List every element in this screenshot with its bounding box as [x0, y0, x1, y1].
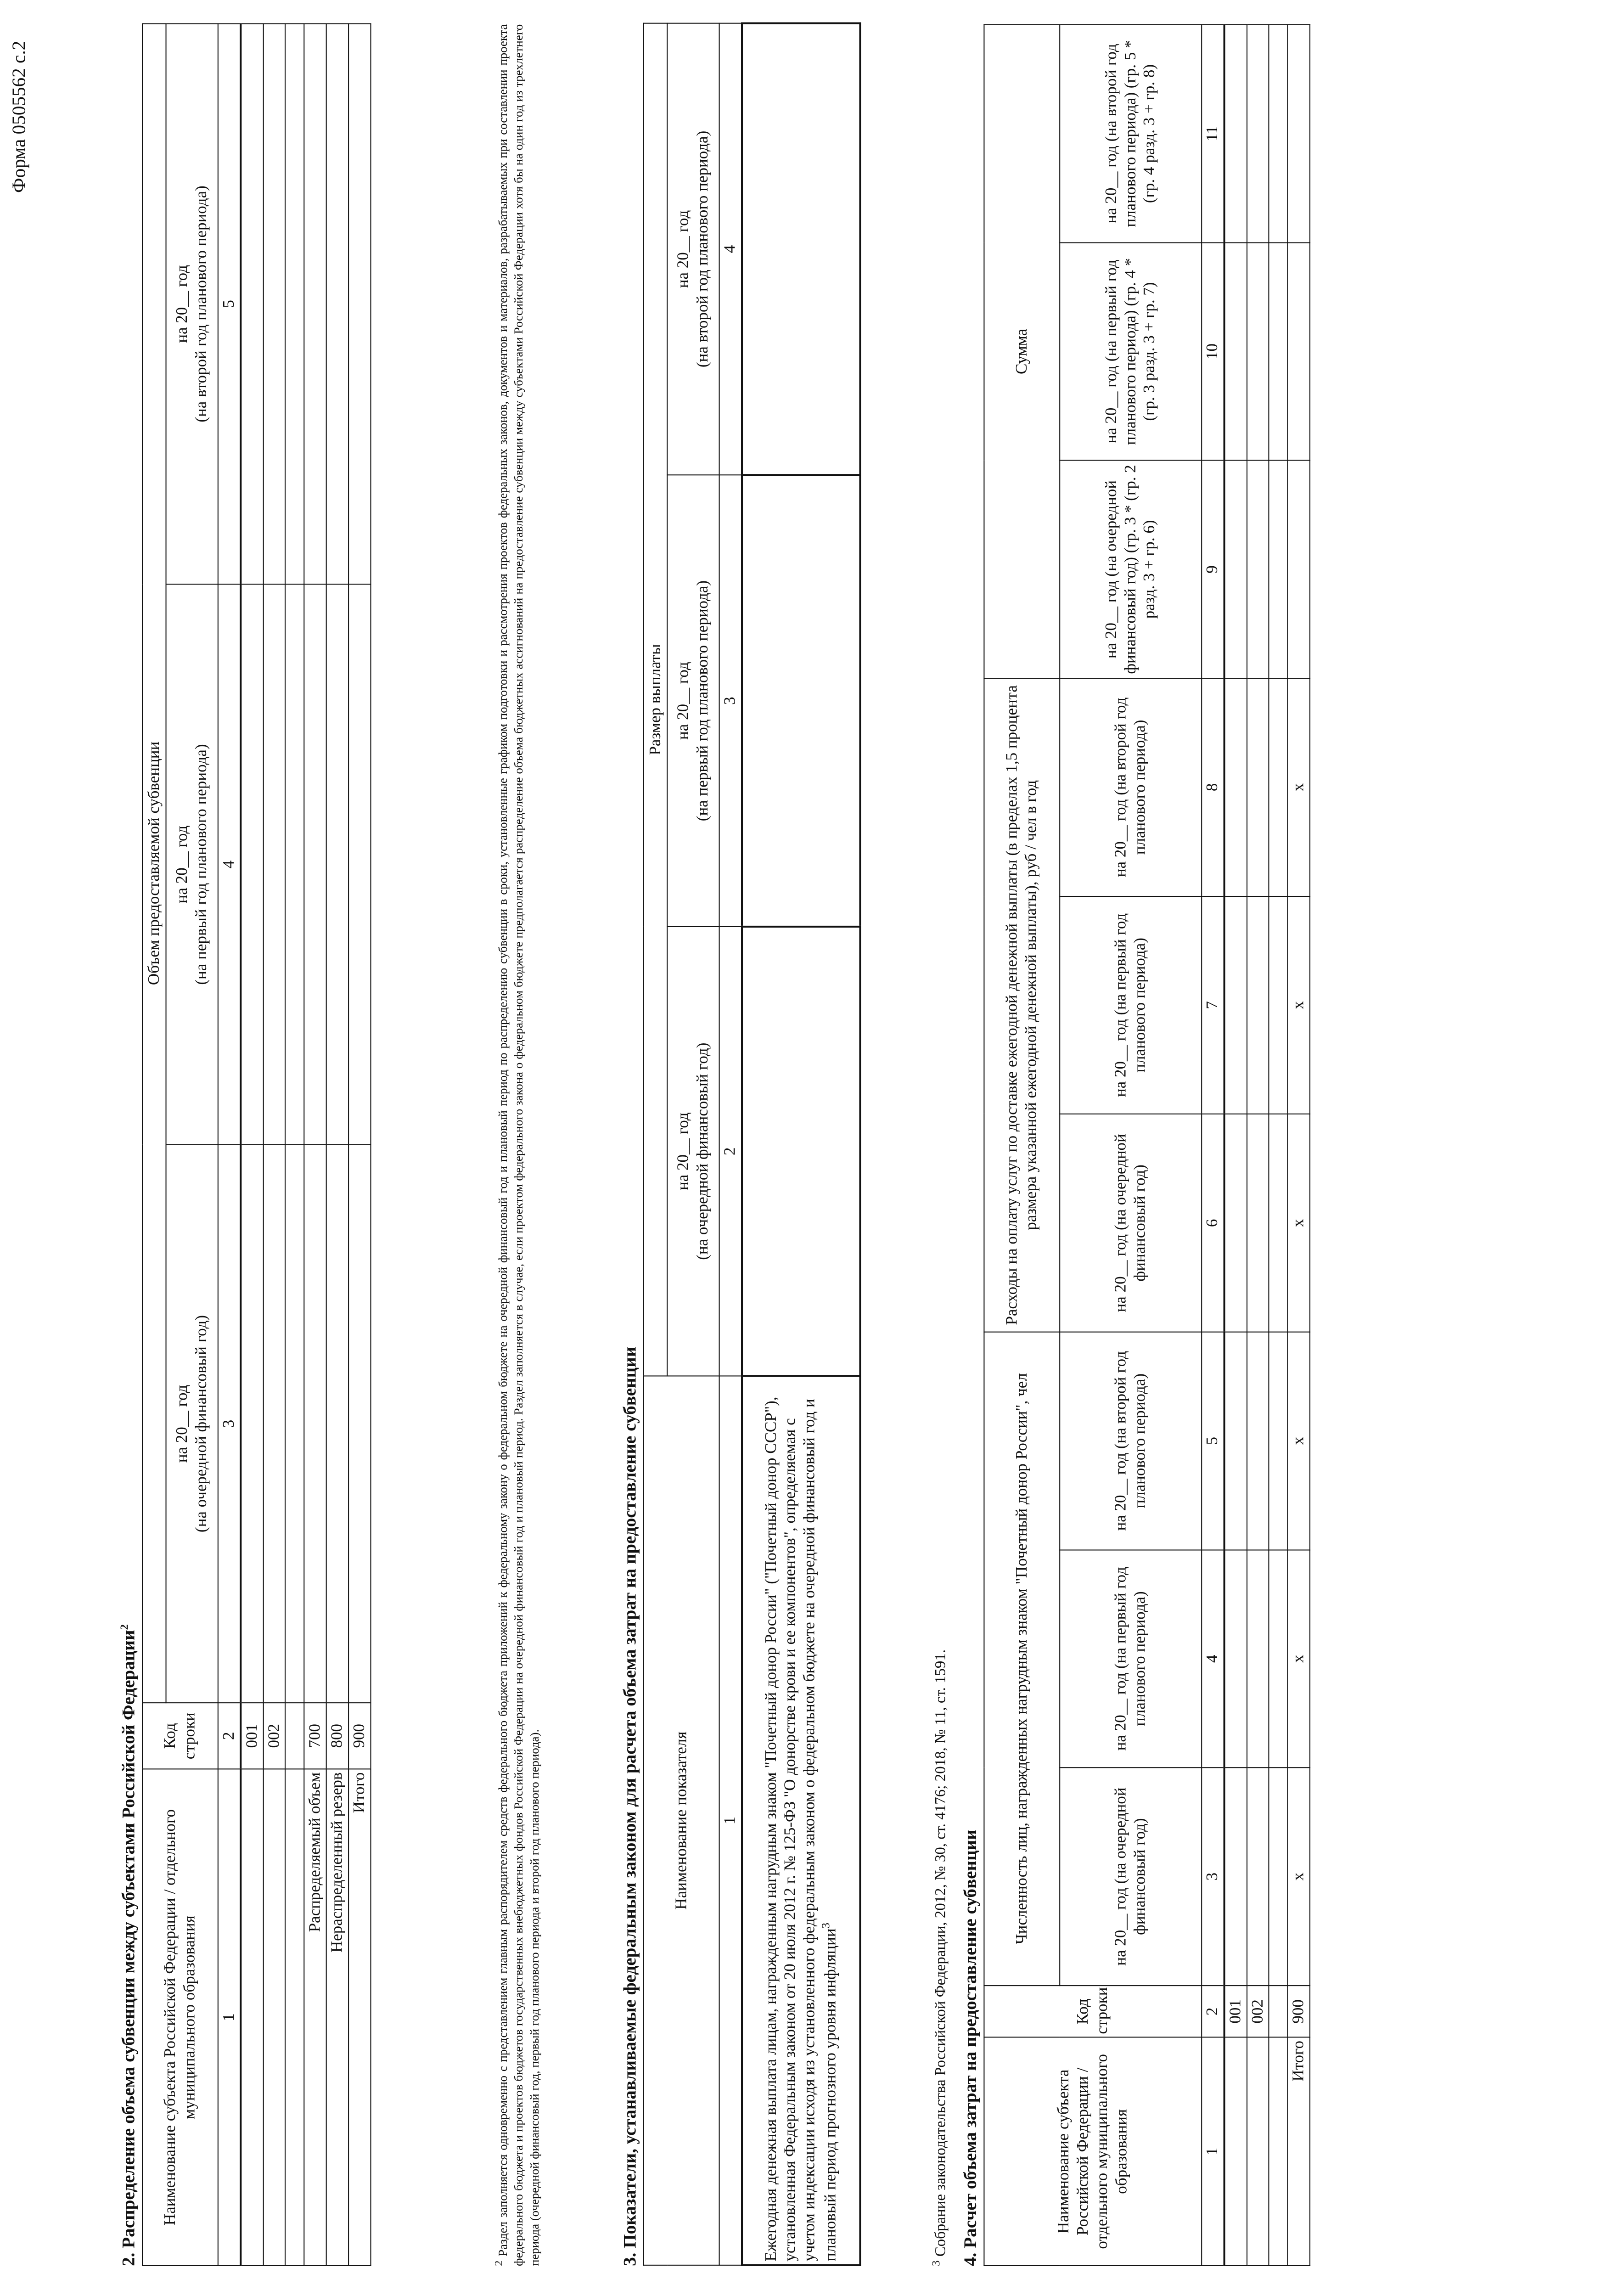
- s2-group-header: Объем предоставляемой субвенции: [142, 24, 166, 1703]
- s2-row1-code: 001: [241, 1703, 263, 1769]
- s4-row2-c10[interactable]: [1247, 242, 1269, 460]
- s2-col-code: Код строки: [142, 1703, 218, 1769]
- section3-table: [643, 23, 861, 2266]
- s4-row2-c4[interactable]: [1247, 1550, 1269, 1767]
- s4-num1: 1: [1202, 2037, 1224, 2266]
- s2-row1-c4[interactable]: [241, 584, 263, 1145]
- s2-total-distributed-label: Распределяемый объем: [304, 1769, 326, 2266]
- s2-row2-code: 002: [263, 1703, 285, 1769]
- s2-col5: на 20__ год (на второй год планового периода): [166, 24, 218, 585]
- s4-row3-c7[interactable]: [1269, 896, 1288, 1114]
- s3-col3: на 20__ год (на первый год планового периода): [667, 475, 719, 927]
- s4-row2-c9[interactable]: [1247, 461, 1269, 678]
- s3-description-sup: 3: [820, 1923, 832, 1929]
- s4-row2-c5[interactable]: [1247, 1332, 1269, 1550]
- s3-value-c2[interactable]: [742, 927, 860, 1376]
- s4-row1-c6[interactable]: [1224, 1114, 1246, 1332]
- s4-total-c4: x: [1288, 1550, 1310, 1767]
- s2-row2-c3[interactable]: [263, 1145, 285, 1703]
- s2-row2-c5[interactable]: [263, 24, 285, 585]
- s3-num3: 3: [719, 475, 742, 927]
- section2-title: [118, 1624, 139, 2266]
- s4-row3-code: [1269, 1986, 1288, 2037]
- s4-total-c5: x: [1288, 1332, 1310, 1550]
- s4-row3-name[interactable]: [1269, 2037, 1288, 2266]
- s3-col4: на 20__ год (на второй год планового периода): [667, 23, 719, 475]
- table-row: [1288, 25, 1310, 2266]
- s4-num7: 7: [1202, 896, 1224, 1114]
- section2-footnote-sup: 2: [493, 2260, 505, 2266]
- s2-total-label: Итого: [348, 1769, 371, 2266]
- s2-total-reserve-c4[interactable]: [326, 584, 348, 1145]
- s4-c10: на 20__ год (на первый год планового периода) (гр. 4 * (гр. 3 разд. 3 + гр. 7): [1060, 242, 1202, 460]
- s2-col-name: Наименование субъекта Российской Федерации / отдельного муниципального образования: [142, 1769, 218, 2266]
- s4-num8: 8: [1202, 678, 1224, 896]
- table-row: [263, 24, 285, 2266]
- s4-num5: 5: [1202, 1332, 1224, 1550]
- table-row: [348, 24, 371, 2266]
- table-row: [1247, 25, 1269, 2266]
- s2-total-distributed-c3[interactable]: [304, 1145, 326, 1703]
- s2-total-c4[interactable]: [348, 584, 371, 1145]
- s2-num1: 1: [218, 1769, 241, 2266]
- table-row: [326, 24, 348, 2266]
- s4-group2: Расходы на оплату услуг по доставке ежегодной денежной выплаты (в пределах 1,5 процента размера указанной ежегодной денежной выплаты), руб / чел в год: [984, 678, 1060, 1332]
- s4-total-c7: x: [1288, 896, 1310, 1114]
- s2-total-reserve-label: Нераспределенный резерв: [326, 1769, 348, 2266]
- s4-row1-c9[interactable]: [1224, 461, 1246, 678]
- s4-num10: 10: [1202, 242, 1224, 460]
- s3-value-c4[interactable]: [742, 23, 860, 475]
- s4-num2: 2: [1202, 1986, 1224, 2037]
- s4-total-c8: x: [1288, 678, 1310, 896]
- s4-num4: 4: [1202, 1550, 1224, 1767]
- s4-row1-c4[interactable]: [1224, 1550, 1246, 1767]
- table-row: [304, 24, 326, 2266]
- s2-row3-name[interactable]: [285, 1769, 304, 2266]
- s2-total-reserve-code: 800: [326, 1703, 348, 1769]
- s4-row1-c3[interactable]: [1224, 1767, 1246, 1985]
- s4-total-label: Итого: [1288, 2037, 1310, 2266]
- s2-num4: 4: [218, 584, 241, 1145]
- s2-row1-name[interactable]: [241, 1769, 263, 2266]
- s4-total-code: 900: [1288, 1986, 1310, 2037]
- table-row: [1269, 25, 1288, 2266]
- section2-footnote-text: Раздел заполняется одновременно с представлением главным распорядителем средств федерального бюджета приложений к федеральному закону о федеральном бюджете на очередной финансовый год и плановый период по распределению субвенции в сроки, установленные графиком подготовки и рассмотрения проектов федеральных законов, документов и материалов, разрабатываемых при составлении проекта федерального бюджета и проектов бюджетов государственных внебюджетных фондов Российской Федерации на очередной финансовый год и плановый период. Раздел заполняется в случае, если проектом федерального закона о федеральном бюджете предполагается распределение объема бюджетных ассигнований на предоставление субвенции между субъектами Российской Федерации хотя бы на один год из трехлетнего периода (очередной финансовый год, первый год планового периода и второй год планового периода).: [496, 24, 542, 2266]
- s4-c6: на 20__ год (на очередной финансовый год): [1060, 1114, 1202, 1332]
- s3-description-text: Ежегодная денежная выплата лицам, награжденным нагрудным знаком "Почетный донор России" ("Почетный донор СССР"), установленная Федеральным законом от 20 июля 2012 г. № 125-ФЗ "О донорстве крови и ее компонентов", определяемая с учетом индексации исходя из установленного федеральным законом о федеральном бюджете на очередной финансовый год и плановый период прогнозного уровня инфляции: [762, 1396, 839, 2262]
- s4-num3: 3: [1202, 1767, 1224, 1985]
- s4-c11: на 20__ год (на второй год планового периода) (гр. 5 * (гр. 4 разд. 3 + гр. 8): [1060, 25, 1202, 243]
- s3-num1: 1: [719, 1376, 742, 2265]
- s4-num11: 11: [1202, 25, 1224, 243]
- s2-row1-c5[interactable]: [241, 24, 263, 585]
- s4-row3-c8[interactable]: [1269, 678, 1288, 896]
- s3-col2: на 20__ год (на очередной финансовый год): [667, 927, 719, 1376]
- s4-row3-c9[interactable]: [1269, 461, 1288, 678]
- s2-row1-c3[interactable]: [241, 1145, 263, 1703]
- section2-title-text: 2. Распределение объема субвенции между субъектами Российской Федерации: [118, 1630, 139, 2266]
- s4-c8: на 20__ год (на второй год планового периода): [1060, 678, 1202, 896]
- s4-row3-c3[interactable]: [1269, 1767, 1288, 1985]
- form-number: Форма 0505562 с.2: [8, 40, 29, 193]
- s2-total-distributed-c4[interactable]: [304, 584, 326, 1145]
- s4-row2-code: 002: [1247, 1986, 1269, 2037]
- s2-num5: 5: [218, 24, 241, 585]
- s2-total-c5[interactable]: [348, 24, 371, 585]
- s4-group3: Сумма: [984, 25, 1060, 678]
- s4-num9: 9: [1202, 461, 1224, 678]
- s4-row2-c11[interactable]: [1247, 25, 1269, 243]
- section3-footnote-sup: 3: [930, 2260, 943, 2266]
- s4-row2-c8[interactable]: [1247, 678, 1269, 896]
- s4-c3: на 20__ год (на очередной финансовый год): [1060, 1767, 1202, 1985]
- s3-value-c3[interactable]: [742, 475, 860, 927]
- table-row: [285, 24, 304, 2266]
- s3-description: [742, 1376, 860, 2265]
- s4-total-c11[interactable]: [1288, 25, 1310, 243]
- s2-total-code: 900: [348, 1703, 371, 1769]
- s4-row1-c8[interactable]: [1224, 678, 1246, 896]
- s4-row2-c6[interactable]: [1247, 1114, 1269, 1332]
- s4-row2-name[interactable]: [1247, 2037, 1269, 2266]
- s2-total-distributed-code: 700: [304, 1703, 326, 1769]
- section2-footnote: [492, 24, 543, 2266]
- s2-num2: 2: [218, 1703, 241, 1769]
- s2-row3-code: [285, 1703, 304, 1769]
- s4-total-c10[interactable]: [1288, 242, 1310, 460]
- s4-row3-c11[interactable]: [1269, 25, 1288, 243]
- s4-total-c6: x: [1288, 1114, 1310, 1332]
- s3-col-name: Наименование показателя: [644, 1376, 719, 2265]
- s2-row3-c4[interactable]: [285, 584, 304, 1145]
- s2-col4: на 20__ год (на первый год планового периода): [166, 584, 218, 1145]
- section4-table: [983, 24, 1310, 2266]
- s4-col-name: Наименование субъекта Российской Федерации / отдельного муниципального образования: [984, 2037, 1202, 2266]
- s3-num2: 2: [719, 927, 742, 1376]
- s2-row2-c4[interactable]: [263, 584, 285, 1145]
- s4-row2-c3[interactable]: [1247, 1767, 1269, 1985]
- s4-total-c3: x: [1288, 1767, 1310, 1985]
- s2-row3-c3[interactable]: [285, 1145, 304, 1703]
- s2-row2-name[interactable]: [263, 1769, 285, 2266]
- s4-row1-c11[interactable]: [1224, 25, 1246, 243]
- s4-row1-code: 001: [1224, 1986, 1246, 2037]
- s4-c5: на 20__ год (на второй год планового периода): [1060, 1332, 1202, 1550]
- table-row: [742, 23, 860, 2265]
- section3-footnote: [929, 24, 950, 2266]
- s4-row3-c6[interactable]: [1269, 1114, 1288, 1332]
- s2-col3: на 20__ год (на очередной финансовый год): [166, 1145, 218, 1703]
- section3-title: 3. Показатели, устанавливаемые федеральным законом для расчета объема затрат на предоставление субвенции: [620, 1346, 640, 2266]
- s4-num6: 6: [1202, 1114, 1224, 1332]
- s2-total-reserve-c5[interactable]: [326, 24, 348, 585]
- s4-row3-c5[interactable]: [1269, 1332, 1288, 1550]
- s4-row3-c10[interactable]: [1269, 242, 1288, 460]
- s4-col-code: Код строки: [984, 1986, 1202, 2037]
- s4-row1-c5[interactable]: [1224, 1332, 1246, 1550]
- s2-total-reserve-c3[interactable]: [326, 1145, 348, 1703]
- s4-c4: на 20__ год (на первый год планового периода): [1060, 1550, 1202, 1767]
- section2-table: [142, 23, 371, 2266]
- s2-num3: 3: [218, 1145, 241, 1703]
- s3-group-header: Размер выплаты: [644, 23, 668, 1376]
- s4-row1-c7[interactable]: [1224, 896, 1246, 1114]
- section4-title: 4. Расчет объема затрат на предоставление субвенции: [960, 1829, 981, 2266]
- s4-group1: Численность лиц, награжденных нагрудным знаком "Почетный донор России", чел: [984, 1332, 1060, 1986]
- table-row: [241, 24, 263, 2266]
- s2-row3-c5[interactable]: [285, 24, 304, 585]
- s4-row1-c10[interactable]: [1224, 242, 1246, 460]
- s3-num4: 4: [719, 23, 742, 475]
- s4-row1-name[interactable]: [1224, 2037, 1246, 2266]
- section3-footnote-text: Собрание законодательства Российской Федерации, 2012, № 30, ст. 4176; 2018, № 11, ст. 1591.: [931, 1649, 949, 2257]
- s4-row2-c7[interactable]: [1247, 896, 1269, 1114]
- s2-total-c3[interactable]: [348, 1145, 371, 1703]
- s4-total-c9[interactable]: [1288, 461, 1310, 678]
- section2-title-sup: 2: [118, 1624, 131, 1630]
- s4-c7: на 20__ год (на первый год планового периода): [1060, 896, 1202, 1114]
- s4-c9: на 20__ год (на очередной финансовый год) (гр. 3 * (гр. 2 разд. 3 + гр. 6): [1060, 461, 1202, 678]
- table-row: [1224, 25, 1246, 2266]
- s2-total-distributed-c5[interactable]: [304, 24, 326, 585]
- s4-row3-c4[interactable]: [1269, 1550, 1288, 1767]
